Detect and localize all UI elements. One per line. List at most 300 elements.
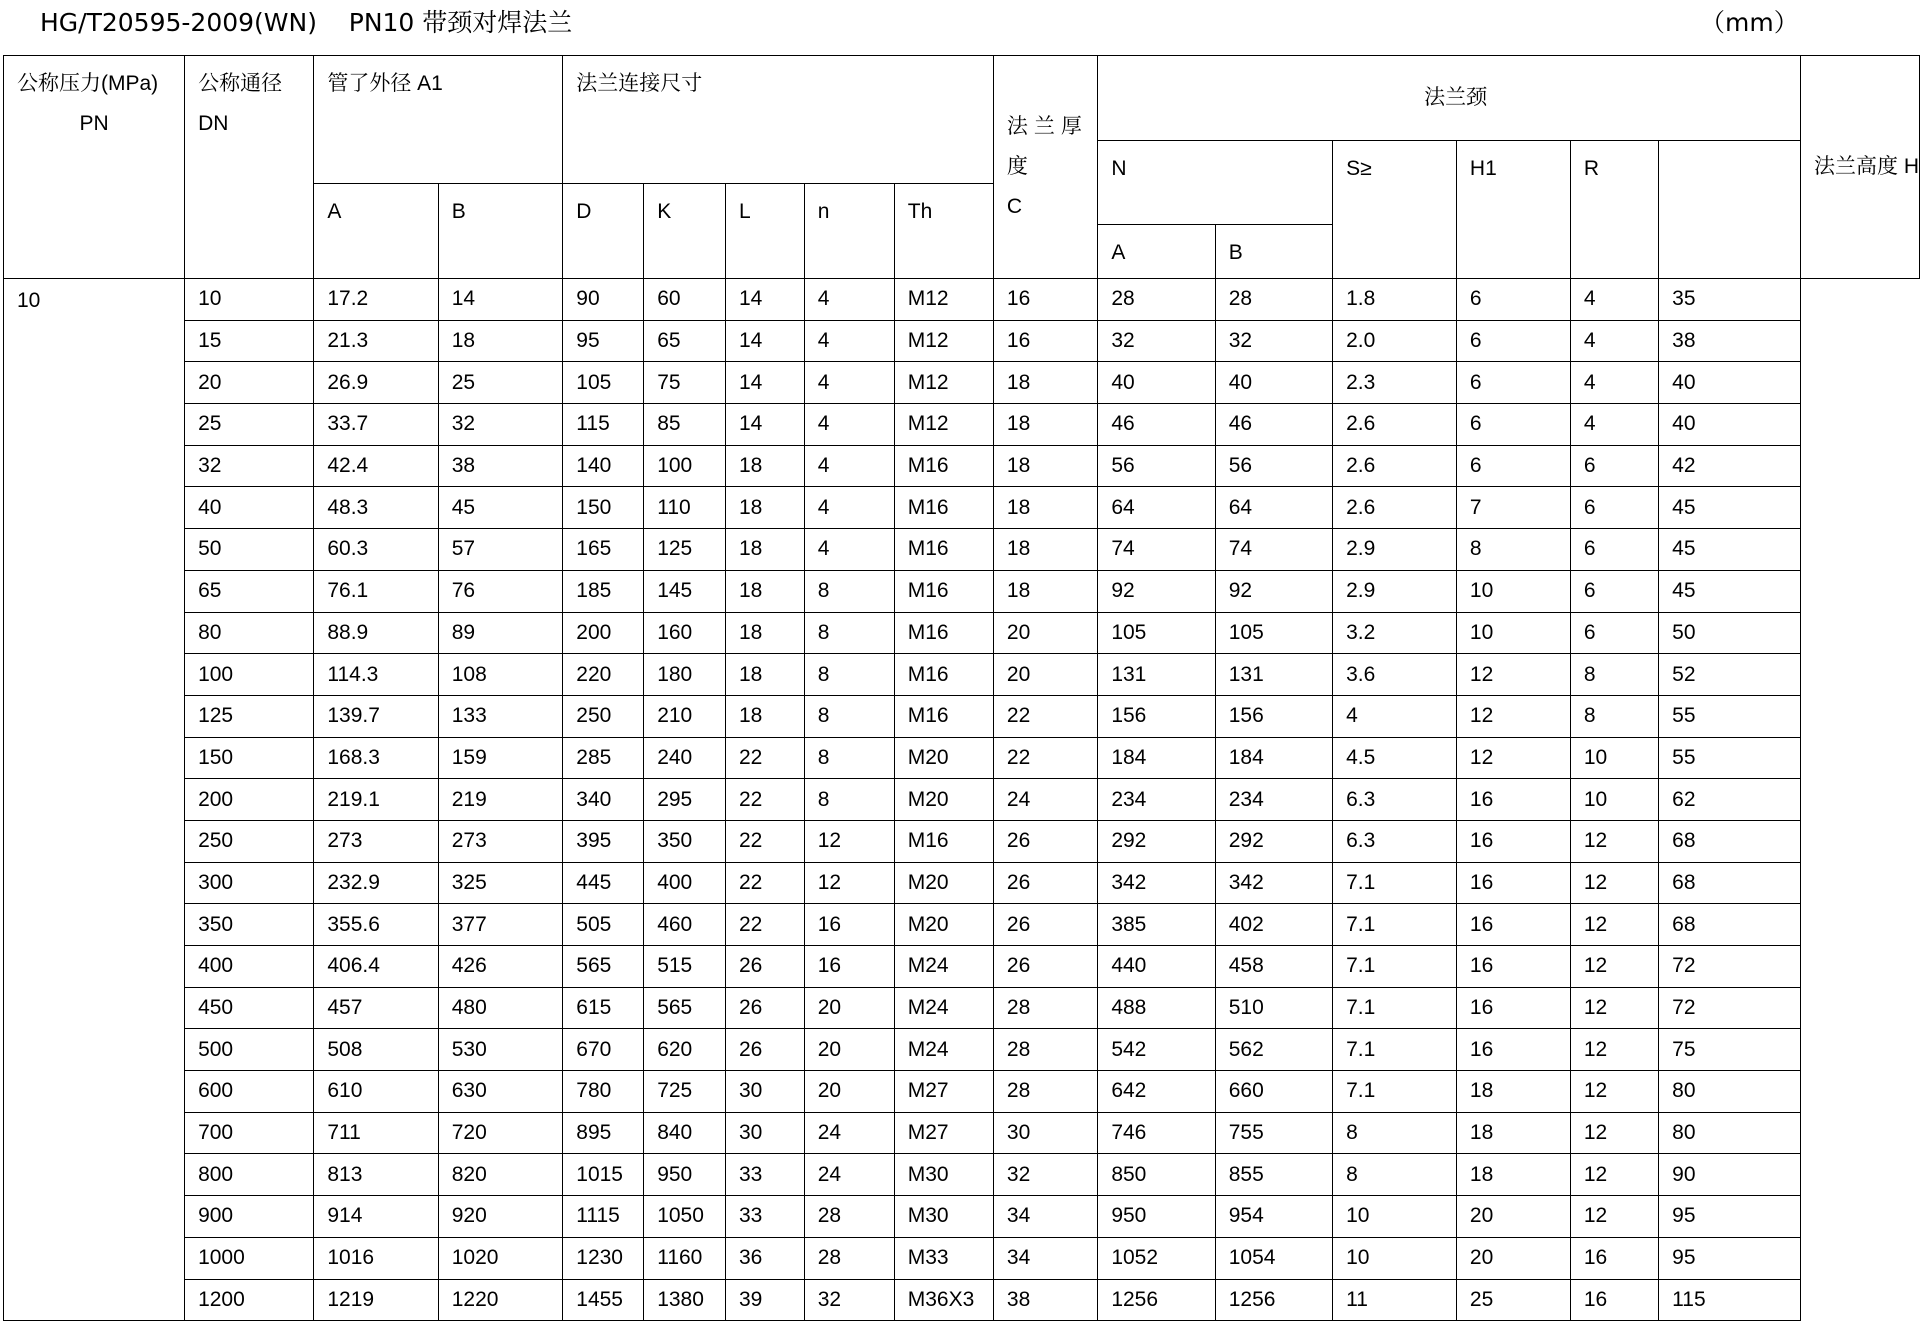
- cell-h: 55: [1659, 737, 1801, 779]
- cell-a1b: 57: [438, 529, 563, 571]
- cell-n: 20: [804, 987, 894, 1029]
- cell-l: 18: [726, 445, 805, 487]
- table-row: [4, 987, 1920, 1029]
- header-height: 法兰高度 H: [1801, 56, 1920, 279]
- cell-na: 746: [1098, 1112, 1215, 1154]
- cell-s: 7.1: [1333, 1029, 1457, 1071]
- cell-k: 60: [644, 279, 726, 321]
- cell-nb: 292: [1215, 820, 1332, 862]
- cell-d: 95: [563, 320, 644, 362]
- cell-l: 18: [726, 612, 805, 654]
- cell-r: 12: [1570, 946, 1658, 988]
- cell-k: 125: [644, 529, 726, 571]
- cell-c: 18: [993, 362, 1097, 404]
- cell-n: 12: [804, 820, 894, 862]
- cell-c: 34: [993, 1237, 1097, 1279]
- cell-l: 14: [726, 404, 805, 446]
- cell-dn: 32: [185, 445, 314, 487]
- cell-d: 340: [563, 779, 644, 821]
- cell-s: 2.9: [1333, 570, 1457, 612]
- cell-h1: 12: [1456, 737, 1570, 779]
- header-pn: 公称压力(MPa) PN: [4, 56, 185, 279]
- cell-a1a: 355.6: [314, 904, 438, 946]
- cell-h: 72: [1659, 946, 1801, 988]
- cell-dn: 25: [185, 404, 314, 446]
- cell-s: 2.6: [1333, 445, 1457, 487]
- cell-r: 4: [1570, 279, 1658, 321]
- cell-r: 12: [1570, 1029, 1658, 1071]
- cell-c: 34: [993, 1196, 1097, 1238]
- cell-a1a: 1016: [314, 1237, 438, 1279]
- cell-nb: 131: [1215, 654, 1332, 696]
- cell-a1a: 914: [314, 1196, 438, 1238]
- cell-a1b: 108: [438, 654, 563, 696]
- cell-c: 18: [993, 570, 1097, 612]
- cell-c: 24: [993, 779, 1097, 821]
- cell-dn: 350: [185, 904, 314, 946]
- cell-a1a: 21.3: [314, 320, 438, 362]
- header-neck-h1: H1: [1456, 141, 1570, 279]
- cell-dn: 200: [185, 779, 314, 821]
- cell-a1a: 48.3: [314, 487, 438, 529]
- cell-h1: 16: [1456, 904, 1570, 946]
- cell-nb: 342: [1215, 862, 1332, 904]
- cell-s: 10: [1333, 1237, 1457, 1279]
- cell-h1: 6: [1456, 445, 1570, 487]
- cell-r: 4: [1570, 320, 1658, 362]
- cell-d: 150: [563, 487, 644, 529]
- cell-a1a: 457: [314, 987, 438, 1029]
- cell-c: 26: [993, 904, 1097, 946]
- table-row: [4, 1196, 1920, 1238]
- header-d: D: [563, 184, 644, 279]
- cell-k: 65: [644, 320, 726, 362]
- cell-n: 8: [804, 612, 894, 654]
- cell-a1b: 530: [438, 1029, 563, 1071]
- cell-a1a: 406.4: [314, 946, 438, 988]
- cell-a1a: 813: [314, 1154, 438, 1196]
- cell-l: 22: [726, 862, 805, 904]
- cell-na: 385: [1098, 904, 1215, 946]
- cell-na: 342: [1098, 862, 1215, 904]
- cell-dn: 80: [185, 612, 314, 654]
- cell-a1a: 76.1: [314, 570, 438, 612]
- cell-d: 185: [563, 570, 644, 612]
- cell-d: 1015: [563, 1154, 644, 1196]
- cell-d: 1455: [563, 1279, 644, 1321]
- cell-h1: 16: [1456, 820, 1570, 862]
- cell-h: 80: [1659, 1112, 1801, 1154]
- cell-r: 10: [1570, 779, 1658, 821]
- cell-a1b: 1220: [438, 1279, 563, 1321]
- cell-a1a: 610: [314, 1071, 438, 1113]
- cell-k: 210: [644, 695, 726, 737]
- cell-th: M16: [894, 820, 993, 862]
- cell-s: 7.1: [1333, 1071, 1457, 1113]
- cell-nb: 1054: [1215, 1237, 1332, 1279]
- unit-label: （mm）: [1700, 8, 1799, 37]
- cell-h1: 6: [1456, 279, 1570, 321]
- header-connection: 法兰连接尺寸: [563, 56, 994, 184]
- cell-c: 28: [993, 1029, 1097, 1071]
- cell-d: 200: [563, 612, 644, 654]
- cell-h1: 16: [1456, 779, 1570, 821]
- cell-nb: 954: [1215, 1196, 1332, 1238]
- cell-nb: 74: [1215, 529, 1332, 571]
- cell-l: 18: [726, 695, 805, 737]
- cell-h1: 6: [1456, 320, 1570, 362]
- cell-th: M20: [894, 737, 993, 779]
- cell-k: 460: [644, 904, 726, 946]
- cell-h: 50: [1659, 612, 1801, 654]
- cell-n: 4: [804, 279, 894, 321]
- cell-dn: 1000: [185, 1237, 314, 1279]
- cell-dn: 400: [185, 946, 314, 988]
- cell-s: 3.2: [1333, 612, 1457, 654]
- cell-h1: 20: [1456, 1196, 1570, 1238]
- table-row: [4, 487, 1920, 529]
- cell-l: 22: [726, 737, 805, 779]
- cell-na: 74: [1098, 529, 1215, 571]
- cell-a1a: 232.9: [314, 862, 438, 904]
- header-pipe-a: A: [314, 184, 438, 279]
- cell-h1: 12: [1456, 654, 1570, 696]
- cell-r: 6: [1570, 487, 1658, 529]
- cell-h: 40: [1659, 404, 1801, 446]
- cell-th: M24: [894, 987, 993, 1029]
- cell-n: 4: [804, 362, 894, 404]
- cell-a1b: 720: [438, 1112, 563, 1154]
- cell-r: 12: [1570, 987, 1658, 1029]
- table-row: [4, 612, 1920, 654]
- cell-h1: 18: [1456, 1112, 1570, 1154]
- cell-h1: 16: [1456, 1029, 1570, 1071]
- cell-th: M16: [894, 612, 993, 654]
- cell-r: 8: [1570, 654, 1658, 696]
- cell-th: M16: [894, 445, 993, 487]
- cell-l: 33: [726, 1196, 805, 1238]
- cell-r: 16: [1570, 1279, 1658, 1321]
- cell-th: M30: [894, 1196, 993, 1238]
- cell-c: 18: [993, 529, 1097, 571]
- table-row: [4, 1154, 1920, 1196]
- table-row: [4, 529, 1920, 571]
- cell-th: M20: [894, 862, 993, 904]
- cell-r: 4: [1570, 404, 1658, 446]
- cell-c: 16: [993, 320, 1097, 362]
- cell-a1a: 88.9: [314, 612, 438, 654]
- cell-na: 46: [1098, 404, 1215, 446]
- table-row: [4, 404, 1920, 446]
- cell-na: 542: [1098, 1029, 1215, 1071]
- cell-n: 16: [804, 904, 894, 946]
- cell-c: 22: [993, 695, 1097, 737]
- cell-th: M33: [894, 1237, 993, 1279]
- cell-dn: 50: [185, 529, 314, 571]
- table-row: [4, 1029, 1920, 1071]
- cell-h: 42: [1659, 445, 1801, 487]
- cell-k: 565: [644, 987, 726, 1029]
- cell-l: 18: [726, 570, 805, 612]
- table-row: [4, 779, 1920, 821]
- cell-r: 12: [1570, 904, 1658, 946]
- cell-d: 90: [563, 279, 644, 321]
- cell-na: 131: [1098, 654, 1215, 696]
- cell-th: M24: [894, 946, 993, 988]
- cell-a1b: 820: [438, 1154, 563, 1196]
- cell-s: 6.3: [1333, 779, 1457, 821]
- cell-k: 160: [644, 612, 726, 654]
- cell-nb: 1256: [1215, 1279, 1332, 1321]
- cell-l: 22: [726, 904, 805, 946]
- cell-na: 40: [1098, 362, 1215, 404]
- header-neck-s: S≥: [1333, 141, 1457, 279]
- cell-a1a: 711: [314, 1112, 438, 1154]
- cell-h1: 20: [1456, 1237, 1570, 1279]
- cell-a1b: 426: [438, 946, 563, 988]
- cell-dn: 450: [185, 987, 314, 1029]
- table-row: [4, 1112, 1920, 1154]
- header-n: n: [804, 184, 894, 279]
- cell-a1b: 18: [438, 320, 563, 362]
- table-row: [4, 445, 1920, 487]
- cell-c: 38: [993, 1279, 1097, 1321]
- cell-d: 1230: [563, 1237, 644, 1279]
- cell-r: 6: [1570, 529, 1658, 571]
- cell-l: 14: [726, 362, 805, 404]
- cell-th: M16: [894, 487, 993, 529]
- cell-s: 1.8: [1333, 279, 1457, 321]
- cell-nb: 660: [1215, 1071, 1332, 1113]
- cell-a1b: 1020: [438, 1237, 563, 1279]
- cell-h1: 16: [1456, 862, 1570, 904]
- cell-c: 30: [993, 1112, 1097, 1154]
- cell-na: 850: [1098, 1154, 1215, 1196]
- cell-h: 38: [1659, 320, 1801, 362]
- cell-a1a: 139.7: [314, 695, 438, 737]
- cell-r: 12: [1570, 862, 1658, 904]
- cell-k: 100: [644, 445, 726, 487]
- cell-th: M24: [894, 1029, 993, 1071]
- cell-l: 26: [726, 946, 805, 988]
- cell-a1b: 377: [438, 904, 563, 946]
- header-neck-n: N: [1098, 141, 1333, 225]
- cell-th: M36X3: [894, 1279, 993, 1321]
- cell-a1b: 76: [438, 570, 563, 612]
- cell-a1b: 25: [438, 362, 563, 404]
- cell-th: M16: [894, 570, 993, 612]
- cell-a1a: 114.3: [314, 654, 438, 696]
- cell-nb: 184: [1215, 737, 1332, 779]
- cell-nb: 855: [1215, 1154, 1332, 1196]
- cell-na: 950: [1098, 1196, 1215, 1238]
- cell-d: 395: [563, 820, 644, 862]
- cell-d: 165: [563, 529, 644, 571]
- cell-d: 895: [563, 1112, 644, 1154]
- cell-na: 92: [1098, 570, 1215, 612]
- cell-na: 28: [1098, 279, 1215, 321]
- cell-s: 4.5: [1333, 737, 1457, 779]
- cell-d: 505: [563, 904, 644, 946]
- cell-n: 20: [804, 1071, 894, 1113]
- cell-a1a: 219.1: [314, 779, 438, 821]
- cell-s: 7.1: [1333, 987, 1457, 1029]
- cell-na: 56: [1098, 445, 1215, 487]
- cell-s: 2.6: [1333, 404, 1457, 446]
- cell-h: 35: [1659, 279, 1801, 321]
- cell-k: 620: [644, 1029, 726, 1071]
- cell-d: 670: [563, 1029, 644, 1071]
- cell-a1a: 33.7: [314, 404, 438, 446]
- cell-h1: 7: [1456, 487, 1570, 529]
- cell-l: 26: [726, 987, 805, 1029]
- cell-h: 115: [1659, 1279, 1801, 1321]
- cell-d: 285: [563, 737, 644, 779]
- cell-n: 4: [804, 445, 894, 487]
- cell-dn: 700: [185, 1112, 314, 1154]
- cell-th: M20: [894, 779, 993, 821]
- cell-s: 2.9: [1333, 529, 1457, 571]
- cell-h: 52: [1659, 654, 1801, 696]
- cell-c: 16: [993, 279, 1097, 321]
- table-row: [4, 1279, 1920, 1321]
- cell-a1a: 1219: [314, 1279, 438, 1321]
- cell-n: 4: [804, 404, 894, 446]
- cell-a1b: 219: [438, 779, 563, 821]
- cell-th: M27: [894, 1112, 993, 1154]
- cell-n: 24: [804, 1112, 894, 1154]
- cell-na: 642: [1098, 1071, 1215, 1113]
- cell-h: 68: [1659, 904, 1801, 946]
- cell-h: 68: [1659, 820, 1801, 862]
- cell-na: 440: [1098, 946, 1215, 988]
- cell-nb: 56: [1215, 445, 1332, 487]
- cell-a1a: 26.9: [314, 362, 438, 404]
- cell-n: 4: [804, 487, 894, 529]
- cell-s: 8: [1333, 1154, 1457, 1196]
- cell-l: 39: [726, 1279, 805, 1321]
- cell-nb: 105: [1215, 612, 1332, 654]
- cell-n: 8: [804, 737, 894, 779]
- cell-l: 30: [726, 1071, 805, 1113]
- table-row: [4, 279, 1920, 321]
- header-l: L: [726, 184, 805, 279]
- cell-h: 55: [1659, 695, 1801, 737]
- cell-a1a: 42.4: [314, 445, 438, 487]
- header-neck-n-a: A: [1098, 225, 1215, 279]
- cell-a1b: 325: [438, 862, 563, 904]
- cell-nb: 64: [1215, 487, 1332, 529]
- cell-k: 350: [644, 820, 726, 862]
- header-k: K: [644, 184, 726, 279]
- cell-h: 45: [1659, 529, 1801, 571]
- cell-l: 33: [726, 1154, 805, 1196]
- cell-c: 18: [993, 404, 1097, 446]
- cell-na: 64: [1098, 487, 1215, 529]
- cell-na: 1052: [1098, 1237, 1215, 1279]
- document-title: HG/T20595-2009(WN) PN10 带颈对焊法兰: [40, 8, 573, 37]
- cell-dn: 150: [185, 737, 314, 779]
- cell-th: M12: [894, 404, 993, 446]
- cell-nb: 156: [1215, 695, 1332, 737]
- cell-n: 8: [804, 779, 894, 821]
- cell-dn: 40: [185, 487, 314, 529]
- cell-na: 184: [1098, 737, 1215, 779]
- cell-r: 6: [1570, 445, 1658, 487]
- table-row: [4, 570, 1920, 612]
- cell-r: 4: [1570, 362, 1658, 404]
- cell-k: 950: [644, 1154, 726, 1196]
- cell-n: 28: [804, 1196, 894, 1238]
- cell-s: 3.6: [1333, 654, 1457, 696]
- cell-dn: 1200: [185, 1279, 314, 1321]
- header-dn: 公称通径 DN: [185, 56, 314, 279]
- table-row: [4, 362, 1920, 404]
- cell-nb: 510: [1215, 987, 1332, 1029]
- header-thickness: 法兰厚度 C: [993, 56, 1097, 279]
- cell-d: 445: [563, 862, 644, 904]
- cell-s: 4: [1333, 695, 1457, 737]
- cell-th: M12: [894, 279, 993, 321]
- cell-n: 28: [804, 1237, 894, 1279]
- cell-na: 32: [1098, 320, 1215, 362]
- cell-c: 20: [993, 612, 1097, 654]
- cell-a1b: 14: [438, 279, 563, 321]
- cell-nb: 402: [1215, 904, 1332, 946]
- cell-dn: 500: [185, 1029, 314, 1071]
- cell-dn: 20: [185, 362, 314, 404]
- cell-h: 45: [1659, 570, 1801, 612]
- cell-r: 12: [1570, 1196, 1658, 1238]
- cell-a1a: 17.2: [314, 279, 438, 321]
- cell-dn: 100: [185, 654, 314, 696]
- cell-th: M27: [894, 1071, 993, 1113]
- cell-nb: 40: [1215, 362, 1332, 404]
- table-row: [4, 737, 1920, 779]
- cell-k: 400: [644, 862, 726, 904]
- cell-k: 725: [644, 1071, 726, 1113]
- cell-h1: 16: [1456, 987, 1570, 1029]
- cell-h1: 18: [1456, 1154, 1570, 1196]
- cell-a1b: 45: [438, 487, 563, 529]
- table-row: [4, 946, 1920, 988]
- cell-n: 32: [804, 1279, 894, 1321]
- cell-h1: 6: [1456, 404, 1570, 446]
- cell-c: 26: [993, 862, 1097, 904]
- cell-a1b: 89: [438, 612, 563, 654]
- cell-d: 105: [563, 362, 644, 404]
- cell-nb: 562: [1215, 1029, 1332, 1071]
- cell-s: 8: [1333, 1112, 1457, 1154]
- cell-nb: 46: [1215, 404, 1332, 446]
- cell-n: 12: [804, 862, 894, 904]
- cell-s: 2.0: [1333, 320, 1457, 362]
- cell-n: 8: [804, 654, 894, 696]
- cell-n: 16: [804, 946, 894, 988]
- cell-n: 4: [804, 320, 894, 362]
- cell-s: 7.1: [1333, 862, 1457, 904]
- cell-nb: 755: [1215, 1112, 1332, 1154]
- cell-d: 220: [563, 654, 644, 696]
- cell-r: 12: [1570, 820, 1658, 862]
- cell-r: 16: [1570, 1237, 1658, 1279]
- cell-na: 1256: [1098, 1279, 1215, 1321]
- cell-a1a: 168.3: [314, 737, 438, 779]
- table-row: [4, 1237, 1920, 1279]
- cell-h: 75: [1659, 1029, 1801, 1071]
- cell-h1: 25: [1456, 1279, 1570, 1321]
- cell-h1: 10: [1456, 612, 1570, 654]
